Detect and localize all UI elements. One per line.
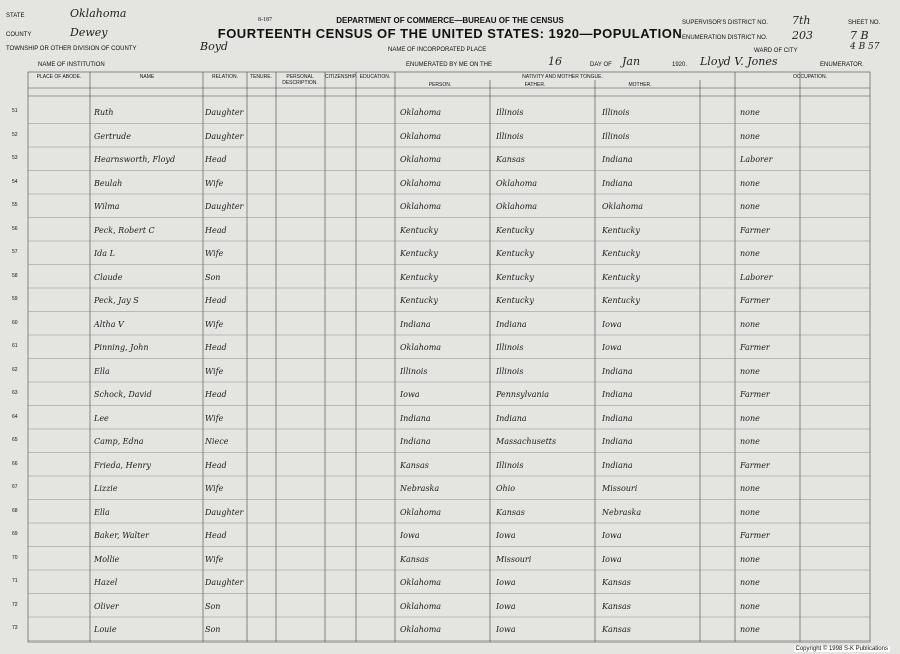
person-name: Ida L <box>94 249 115 258</box>
supervisor-value: 7th <box>792 14 811 27</box>
line-number: 72 <box>12 601 18 608</box>
line-number: 56 <box>12 225 18 232</box>
mother-birthplace: Iowa <box>602 531 622 540</box>
mother-birthplace: Missouri <box>602 484 638 493</box>
state-value: Oklahoma <box>70 7 127 20</box>
occupation: none <box>740 554 760 564</box>
father-birthplace: Illinois <box>496 366 524 376</box>
birthplace: Kansas <box>400 460 429 470</box>
birthplace: Indiana <box>400 319 431 329</box>
line-number: 65 <box>12 437 18 443</box>
person-name: Hazel <box>94 578 118 587</box>
occupation: none <box>740 601 760 611</box>
sheet-extra: 4 B 57 <box>850 42 880 52</box>
birthplace: Iowa <box>400 531 420 540</box>
mother-birthplace: Iowa <box>602 343 622 352</box>
mother-birthplace: Kentucky <box>602 249 640 258</box>
occupation: none <box>740 249 760 258</box>
person-name: Ella <box>94 366 110 376</box>
relation: Head <box>205 460 227 470</box>
relation: Daughter <box>205 108 244 117</box>
mother-birthplace: Illinois <box>602 108 630 117</box>
father-birthplace: Massachusetts <box>496 437 557 446</box>
relation: Wife <box>205 249 224 258</box>
occupation: Farmer <box>740 225 770 235</box>
birthplace: Oklahoma <box>400 601 442 611</box>
person-name: Wilma <box>94 202 120 211</box>
line-number: 55 <box>12 202 18 208</box>
relation: Head <box>205 390 227 399</box>
birthplace: Oklahoma <box>400 625 442 634</box>
enumerated-label: ENUMERATED BY ME ON THE <box>406 62 493 68</box>
occupation: Farmer <box>740 460 770 470</box>
relation: Son <box>205 625 221 634</box>
father-birthplace: Illinois <box>496 460 524 470</box>
father-birthplace: Pennsylvania <box>496 390 550 399</box>
institution-label: NAME OF INSTITUTION <box>38 62 105 68</box>
line-number: 69 <box>12 531 18 537</box>
father-birthplace: Kentucky <box>496 225 534 235</box>
father-birthplace: Missouri <box>496 554 532 564</box>
mother-birthplace: Kentucky <box>602 296 640 305</box>
mother-birthplace: Indiana <box>602 178 633 188</box>
father-birthplace: Iowa <box>496 578 516 587</box>
line-number: 64 <box>12 413 18 420</box>
relation: Head <box>205 296 227 305</box>
line-number: 59 <box>12 296 18 302</box>
copyright-notice: Copyright © 1998 S-K Publications <box>795 646 888 652</box>
birthplace: Oklahoma <box>400 178 442 188</box>
col-person: PERSON. <box>428 82 452 88</box>
col-place-of-abode: PLACE OF ABODE. <box>36 74 82 80</box>
line-number: 61 <box>12 343 18 349</box>
father-birthplace: Indiana <box>496 413 527 423</box>
father-birthplace: Oklahoma <box>496 178 538 188</box>
occupation: none <box>740 625 760 634</box>
father-birthplace: Kentucky <box>496 249 534 258</box>
line-number: 62 <box>12 366 18 373</box>
person-name: Louie <box>94 625 117 634</box>
father-birthplace: Illinois <box>496 343 524 352</box>
line-number: 67 <box>12 484 18 490</box>
line-number: 57 <box>12 249 18 255</box>
enumerator-label: ENUMERATOR. <box>820 62 864 68</box>
birthplace: Kentucky <box>400 249 438 258</box>
col-tenure: TENURE. <box>250 74 272 80</box>
father-birthplace: Iowa <box>496 531 516 540</box>
enumerator-name: Lloyd V. Jones <box>700 55 778 68</box>
relation: Head <box>205 155 227 164</box>
person-name: Gertrude <box>94 131 131 141</box>
father-birthplace: Kentucky <box>496 296 534 305</box>
person-name: Ella <box>94 507 110 517</box>
col-personal: PERSONAL DESCRIPTION. <box>282 74 318 86</box>
person-name: Lee <box>94 413 109 423</box>
occupation: Laborer <box>740 272 773 282</box>
birthplace: Oklahoma <box>400 578 442 587</box>
birthplace: Nebraska <box>400 484 440 493</box>
birthplace: Illinois <box>400 366 428 376</box>
line-number: 63 <box>12 390 18 396</box>
occupation: Farmer <box>740 343 770 352</box>
mother-birthplace: Kansas <box>602 625 631 634</box>
person-name: Frieda, Henry <box>94 460 151 470</box>
line-number: 70 <box>12 554 18 561</box>
father-birthplace: Oklahoma <box>496 202 538 211</box>
person-name: Pinning, John <box>94 343 149 352</box>
relation: Son <box>205 601 221 611</box>
birthplace: Oklahoma <box>400 202 442 211</box>
relation: Daughter <box>205 131 244 141</box>
township-value: Boyd <box>200 40 228 53</box>
line-number: 58 <box>12 272 18 279</box>
mother-birthplace: Iowa <box>602 554 622 564</box>
person-name: Claude <box>94 272 123 282</box>
person-name: Beulah <box>94 178 123 188</box>
person-name: Ruth <box>94 108 114 117</box>
occupation: none <box>740 413 760 423</box>
person-name: Hearnsworth, Floyd <box>94 155 176 164</box>
col-father: FATHER. <box>524 82 546 88</box>
enumerated-day: 16 <box>548 55 562 68</box>
relation: Wife <box>205 554 224 564</box>
birthplace: Oklahoma <box>400 343 442 352</box>
birthplace: Indiana <box>400 413 431 423</box>
col-occupation: OCCUPATION. <box>793 74 827 80</box>
person-name: Peck, Robert C <box>94 225 155 235</box>
relation: Daughter <box>205 202 244 211</box>
occupation: none <box>740 202 760 211</box>
mother-birthplace: Indiana <box>602 413 633 423</box>
occupation: Farmer <box>740 390 770 399</box>
mother-birthplace: Illinois <box>602 131 630 141</box>
township-label: TOWNSHIP OR OTHER DIVISION OF COUNTY <box>6 46 137 52</box>
mother-birthplace: Indiana <box>602 155 633 164</box>
relation: Head <box>205 531 227 540</box>
mother-birthplace: Kentucky <box>602 225 640 235</box>
person-name: Baker, Walter <box>94 531 149 540</box>
occupation: Farmer <box>740 296 770 305</box>
form-number: 8-187 <box>258 17 272 23</box>
line-number: 68 <box>12 507 18 514</box>
sheet-label: SHEET NO. <box>848 20 881 26</box>
relation: Wife <box>205 366 224 376</box>
col-education: EDUCATION. <box>359 74 391 80</box>
line-number: 53 <box>12 155 18 161</box>
ward-label: WARD OF CITY <box>754 48 798 54</box>
birthplace: Kansas <box>400 554 429 564</box>
col-name: NAME <box>139 74 155 80</box>
enumerated-month: Jan <box>622 55 641 68</box>
enumeration-label: ENUMERATION DISTRICT NO. <box>682 35 768 41</box>
relation: Wife <box>205 413 224 423</box>
birthplace: Oklahoma <box>400 507 442 517</box>
person-name: Schock, David <box>94 390 152 399</box>
person-name: Oliver <box>94 601 119 611</box>
relation: Head <box>205 343 227 352</box>
incorporated-label: NAME OF INCORPORATED PLACE <box>388 47 487 53</box>
birthplace: Oklahoma <box>400 155 442 164</box>
person-name: Altha V <box>94 319 124 329</box>
occupation: none <box>740 578 760 587</box>
day-of-label: DAY OF <box>590 62 612 68</box>
year-label: 1920. <box>672 62 688 68</box>
birthplace: Kentucky <box>400 296 438 305</box>
county-value: Dewey <box>70 26 108 39</box>
father-birthplace: Kansas <box>496 507 525 517</box>
mother-birthplace: Indiana <box>602 460 633 470</box>
relation: Wife <box>205 319 224 329</box>
county-label: COUNTY <box>6 32 32 38</box>
person-name: Camp, Edna <box>94 437 144 446</box>
enumeration-value: 203 <box>792 29 813 42</box>
occupation: none <box>740 319 760 329</box>
supervisor-label: SUPERVISOR'S DISTRICT NO. <box>682 20 768 26</box>
occupation: none <box>740 108 760 117</box>
birthplace: Oklahoma <box>400 131 442 141</box>
occupation: none <box>740 484 760 493</box>
birthplace: Kentucky <box>400 272 438 282</box>
occupation: none <box>740 507 760 517</box>
mother-birthplace: Oklahoma <box>602 202 644 211</box>
occupation: Laborer <box>740 155 773 164</box>
state-label: STATE <box>6 13 25 19</box>
line-number: 51 <box>12 108 18 114</box>
mother-birthplace: Indiana <box>602 437 633 446</box>
father-birthplace: Kentucky <box>496 272 534 282</box>
col-citizenship: CITIZENSHIP. <box>325 74 357 80</box>
occupation: none <box>740 131 760 141</box>
occupation: none <box>740 437 760 446</box>
father-birthplace: Illinois <box>496 131 524 141</box>
line-number: 60 <box>12 319 18 326</box>
relation: Head <box>205 225 227 235</box>
relation: Son <box>205 272 221 282</box>
col-nativity: NATIVITY AND MOTHER TONGUE. <box>522 74 603 80</box>
relation: Daughter <box>205 507 244 517</box>
father-birthplace: Iowa <box>496 625 516 634</box>
line-number: 54 <box>12 178 18 185</box>
col-mother: MOTHER. <box>628 82 652 88</box>
mother-birthplace: Kansas <box>602 601 631 611</box>
occupation: none <box>740 366 760 376</box>
relation: Niece <box>205 437 229 446</box>
occupation: Farmer <box>740 531 770 540</box>
father-birthplace: Ohio <box>496 484 516 493</box>
occupation: none <box>740 178 760 188</box>
father-birthplace: Kansas <box>496 155 525 164</box>
relation: Wife <box>205 178 224 188</box>
birthplace: Iowa <box>400 390 420 399</box>
line-number: 71 <box>12 578 18 584</box>
line-number: 66 <box>12 460 18 467</box>
father-birthplace: Indiana <box>496 319 527 329</box>
relation: Wife <box>205 484 224 493</box>
father-birthplace: Iowa <box>496 601 516 611</box>
census-title: FOURTEENTH CENSUS OF THE UNITED STATES: 1920—POPULATION <box>217 26 683 41</box>
mother-birthplace: Indiana <box>602 390 633 399</box>
birthplace: Oklahoma <box>400 108 442 117</box>
mother-birthplace: Kentucky <box>602 272 640 282</box>
department-heading: DEPARTMENT OF COMMERCE—BUREAU OF THE CENSUS <box>336 16 564 25</box>
line-number: 73 <box>12 625 18 631</box>
line-number: 52 <box>12 131 18 138</box>
birthplace: Indiana <box>400 437 431 446</box>
mother-birthplace: Nebraska <box>602 507 642 517</box>
person-name: Peck, Jay S <box>94 296 139 305</box>
relation: Daughter <box>205 578 244 587</box>
mother-birthplace: Kansas <box>602 578 631 587</box>
sheet-value: 7 B <box>850 29 869 42</box>
mother-birthplace: Iowa <box>602 319 622 329</box>
father-birthplace: Illinois <box>496 108 524 117</box>
mother-birthplace: Indiana <box>602 366 633 376</box>
person-name: Lizzie <box>94 484 118 493</box>
birthplace: Kentucky <box>400 225 438 235</box>
col-relation: RELATION. <box>211 74 239 80</box>
person-name: Mollie <box>94 554 120 564</box>
